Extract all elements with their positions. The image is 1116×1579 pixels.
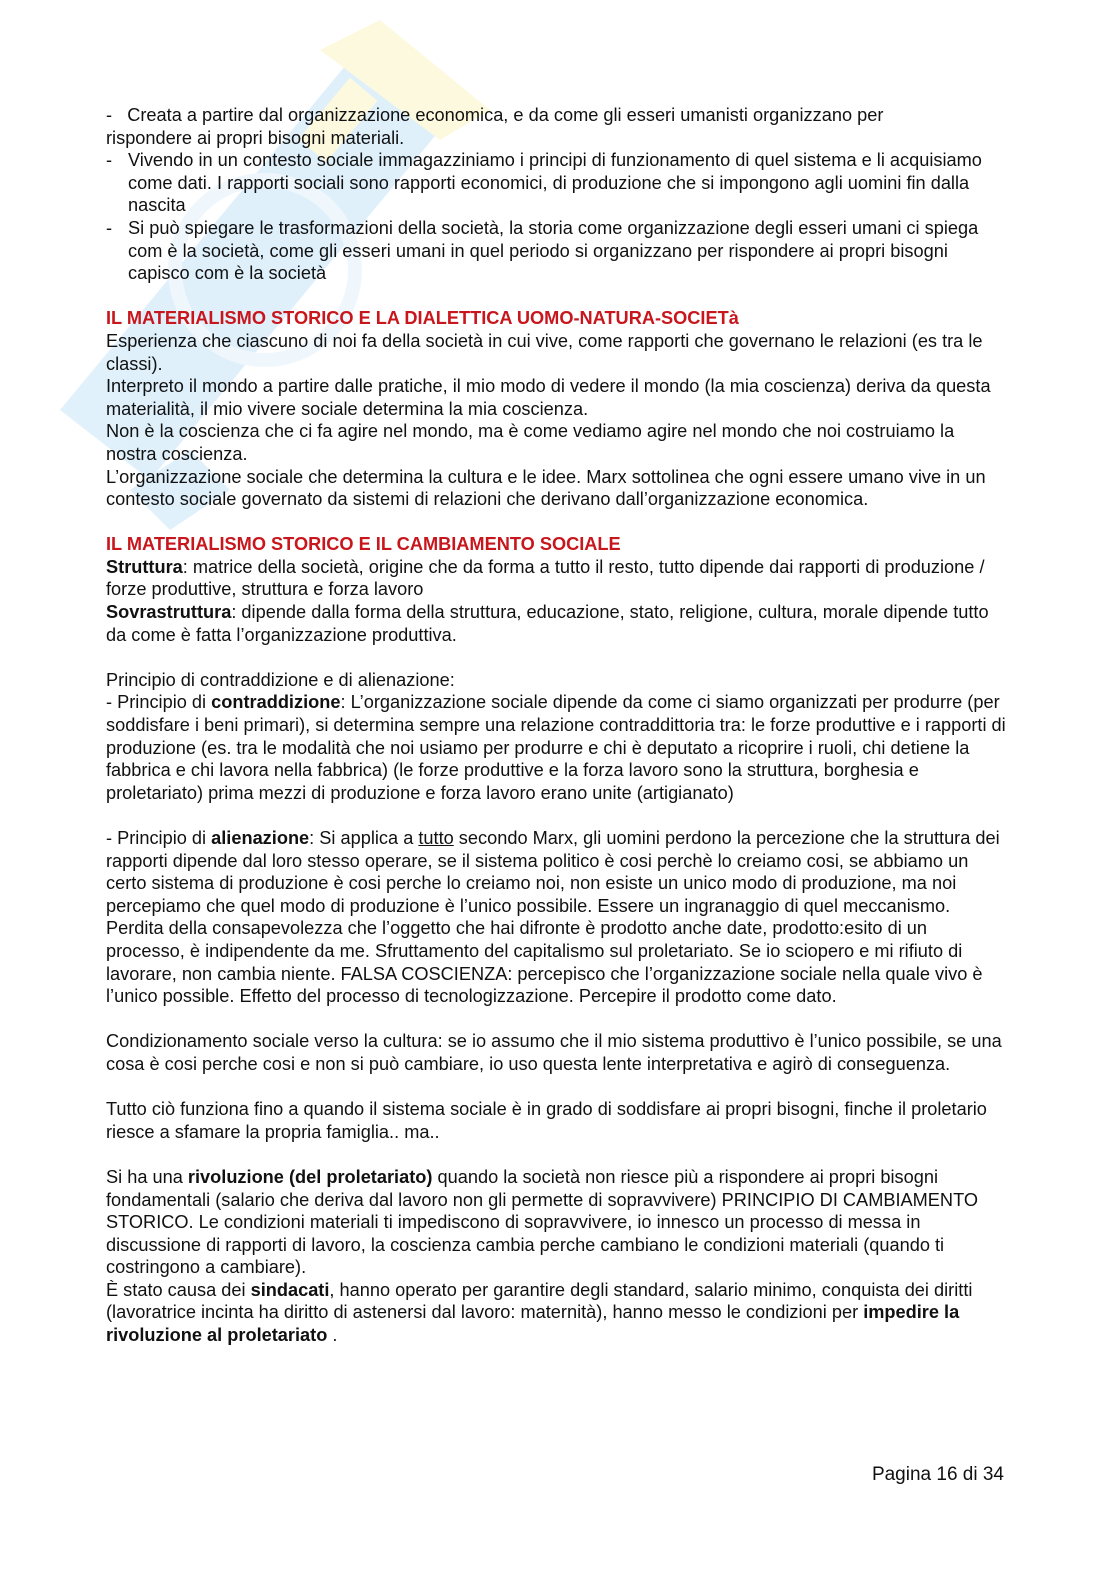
underlined-word: tutto — [418, 828, 454, 848]
dash-marker: - — [106, 150, 113, 171]
paragraph-tutto: Tutto ciò funziona fino a quando il sistema sociale è in grado di soddisfare ai propri bisogni, finche il proletario riesce a sfamare la propria famiglia.. ma.. — [106, 1099, 987, 1142]
term-contraddizione: contraddizione — [211, 692, 341, 713]
paragraph-perdita: Perdita della consapevolezza che l’oggetto che hai difronte è prodotto anche date, prodotto:esito di un processo, è indipendente da me. Sfruttamento del capitalismo sul proletariato. Se io sciopero e mi rifiuto di lavorare, non cambia niente. FALSA COSCIENZA: percepisco che l’organizzazione sociale nella quale vivo è l’unico possible. Effetto del processo di tecnologizzazione. Percepire il prodotto come dato. — [106, 918, 983, 1007]
paragraph-principi: Principio di contraddizione e di alienazione: — [106, 669, 455, 690]
paragraph-sindacati: È stato causa dei sindacati, hanno operato per garantire degli standard, salario minimo, conquista dei diritti (lavoratrice incinta ha diritto di astenersi dal lavoro: maternità), hanno messo le condizioni per impedire la rivoluzione al proletariato . — [106, 1279, 973, 1346]
paragraph-rivoluzione: Si ha una rivoluzione (del proletariato) quando la società non riesce più a rispondere ai propri bisogni fondamentali (salario che deriva dal lavoro non gli permette di sopravvivere) PRINCIPIO DI CAMBIAMENTO STORICO. Le condizioni materiali ti impediscono di sopravvivere, io innesco un processo di messa in discussione di rapporti di lavoro, la coscienza cambia perche cambiano le condizioni materiali (quando ti costringono a cambiare). — [106, 1166, 978, 1278]
term-rivoluzione: rivoluzione (del proletariato) — [187, 1166, 433, 1187]
term-impedire: impedire la rivoluzione al proletariato — [106, 1302, 960, 1346]
bullet-item-2 — [106, 149, 1006, 217]
paragraph: Interpreto il mondo a partire dalle pratiche, il mio modo di vedere il mondo (la mia coscienza) deriva da questa materialità, il mio vivere sociale determina la mia coscienza. — [106, 376, 991, 419]
page-number: Pagina 16 di 34 — [871, 1464, 1004, 1485]
paragraph: Esperienza che ciascuno di noi fa della società in cui vive, come rapporti che governano le relazioni (es tra le classi). — [106, 330, 983, 374]
dash-marker: - — [106, 217, 113, 238]
paragraph-struttura: Struttura: matrice della società, origine che da forma a tutto il resto, tutto dipende dai rapporti di produzione / forze produttive, struttura e forza lavoro — [106, 556, 985, 600]
section-heading-dialettica: IL MATERIALISMO STORICO E LA DIALETTICA UOMO-NATURA-SOCIETà — [106, 308, 739, 329]
term-alienazione: alienazione — [211, 828, 310, 848]
bullet-item-1 — [106, 104, 1006, 149]
paragraph-alienazione: - Principio di alienazione: Si applica a tutto secondo Marx, gli uomini perdono la percezione che la struttura dei rapporti dipende dal loro stesso operare, se il sistema politico è cosi perchè lo creiamo cosi, se abbiamo un certo sistema di produzione è cosi perche lo creiamo noi, non esiste un unico modo di produzione, ma noi percepiamo che quel modo di produzione è l’unico possibile. Essere un ingranaggio di quel meccanismo. — [106, 828, 1000, 916]
paragraph: Non è la coscienza che ci fa agire nel mondo, ma è come vediamo agire nel mondo che noi costruiamo la nostra coscienza. — [106, 421, 955, 464]
paragraph-contraddizione: - Principio di contraddizione: L’organizzazione sociale dipende da come ci siamo organizzati per produrre (per soddisfare i beni primari), si determina sempre una relazione contraddittoria tra: le forze produttive e i rapporti di produzione (es. tra le modalità che noi usiamo per produrre e chi è deputato a ricoprire i ruoli, chi detiene la fabbrica e chi lavora nella fabbrica) (le forze produttive e la forza lavoro sono la struttura, borghesia e proletariato) prima mezzi di produzione e forza lavoro erano unite (artigianato) — [106, 692, 1006, 803]
term-sovrastruttura: Sovrastruttura — [106, 602, 232, 623]
bullet-2-text: Vivendo in un contesto sociale immagazziniamo i principi di funzionamento di quel sistema e li acquisiamo come dati. I rapporti sociali sono rapporti economici, di produzione che si impongono agli uomini fin dalla nascita — [128, 150, 982, 216]
bullet-1-line-2: rispondere ai propri bisogni materiali. — [106, 127, 405, 148]
paragraph-condizionamento: Condizionamento sociale verso la cultura: se io assumo che il mio sistema produttivo è l’unico possibile, se una cosa è cosi perche cosi e non si può cambiare, io uso questa lente interpretativa e agirò di conseguenza. — [106, 1031, 1002, 1074]
section-heading-cambiamento: IL MATERIALISMO STORICO E IL CAMBIAMENTO SOCIALE — [106, 534, 621, 555]
bullet-1-line-1: - Creata a partire dal organizzazione economica, e da come gli esseri umanisti organizzano per — [106, 105, 884, 125]
paragraph-sovrastruttura: Sovrastruttura: dipende dalla forma della struttura, educazione, stato, religione, cultura, morale dipende tutto da come è fatta l’organizzazione produttiva. — [106, 602, 989, 645]
bullet-item-3 — [106, 217, 1006, 285]
term-sindacati: sindacati — [250, 1279, 330, 1300]
term-struttura: Struttura — [106, 556, 183, 577]
paragraph: L’organizzazione sociale che determina la cultura e le idee. Marx sottolinea che ogni essere umano vive in un contesto sociale governato da sistemi di relazioni che derivano dall’organizzazione economica. — [106, 466, 986, 510]
bullet-3-text: Si può spiegare le trasformazioni della società, la storia come organizzazione degli esseri umani ci spiega com è la società, come gli esseri umani in quel periodo si organizzano per rispondere ai propri bisogni capisco com è la società — [128, 217, 979, 284]
document-body — [106, 104, 1006, 1347]
